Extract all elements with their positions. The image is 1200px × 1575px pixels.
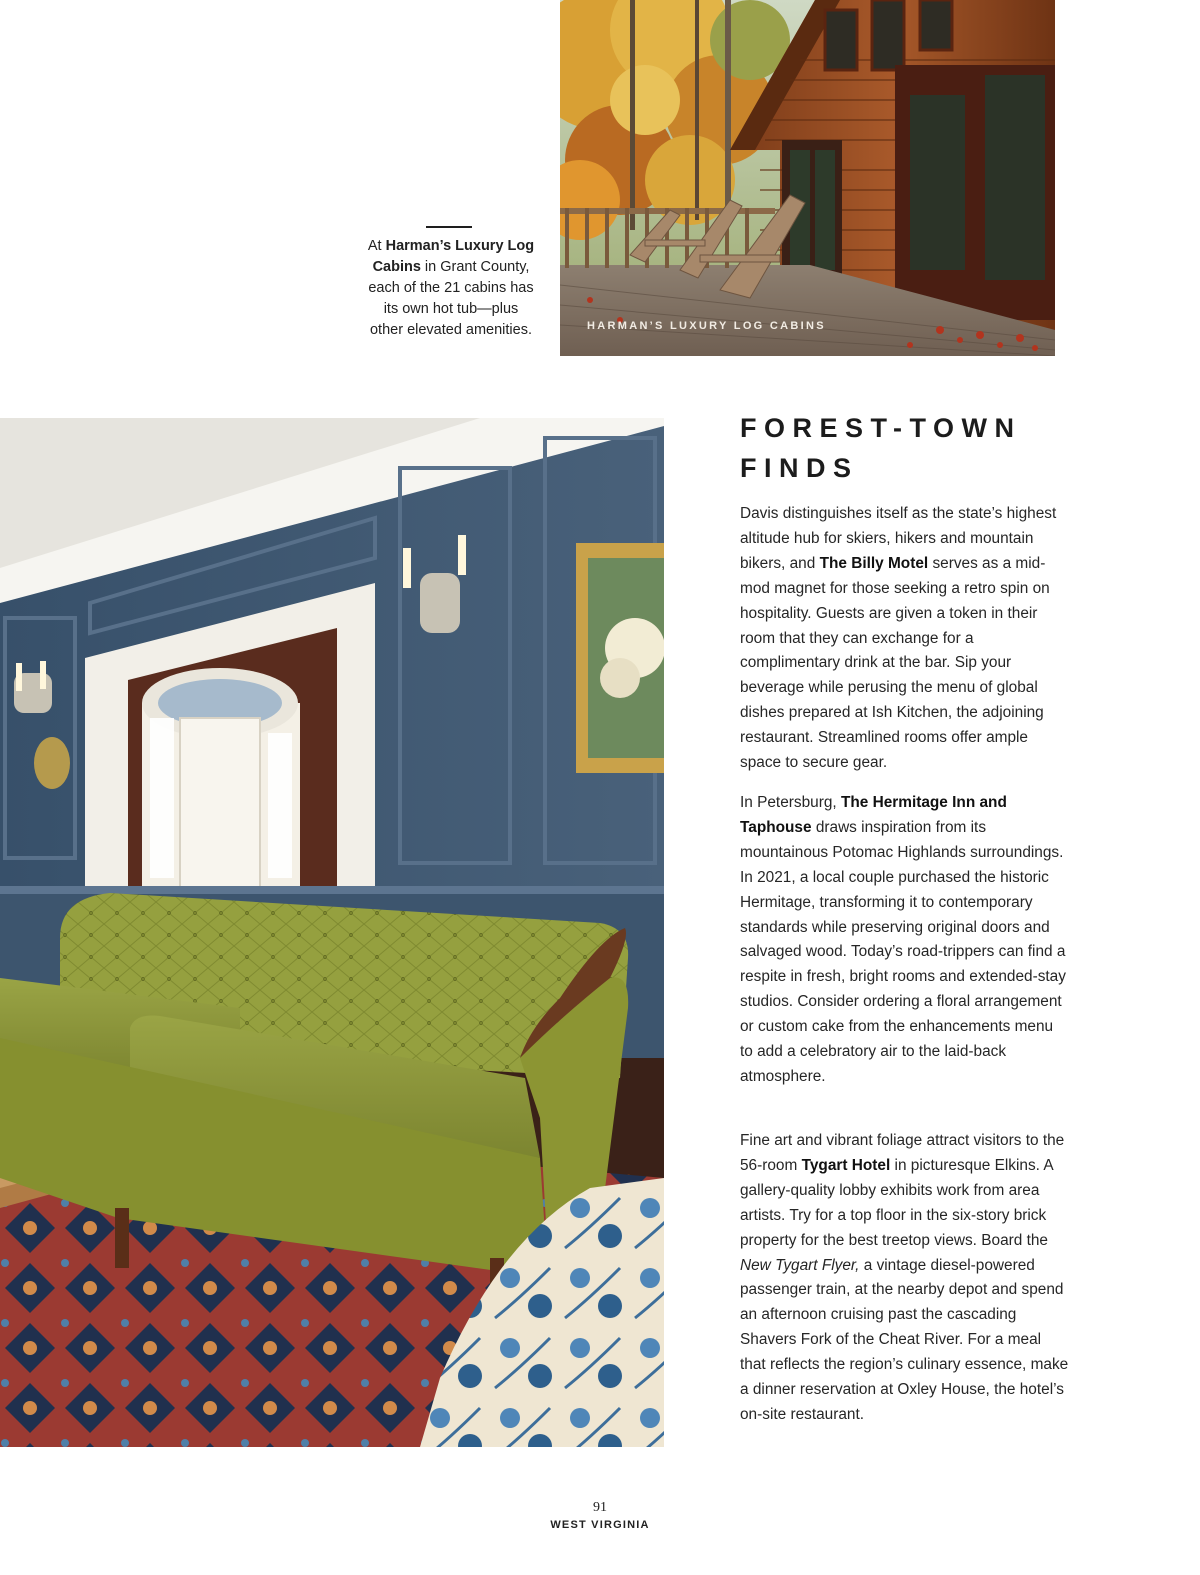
article-heading: FOREST-TOWN FINDS <box>740 413 1022 483</box>
caption-place-name: Harman’s Luxury Log Cabins <box>372 238 535 275</box>
paragraph-davis: Davis distinguishes itself as the state’s highest altitude hub for skiers, hikers and mountain bikers, and The Billy Motel serves as a mid-mod magnet for those seeking a retro spin on hospitality. Guests are given a token in their room that they can exchange for a complimentary drink at the bar. Sip your beverage while perusing the menu of global dishes prepared at Ish Kitchen, the adjoining restaurant. Streamlined rooms offer ample space to secure gear. <box>740 505 1057 772</box>
page-number: 91 <box>593 1500 607 1515</box>
caption-rest: in Grant County, each of the 21 cabins has its own hot tub—plus other elevated amenities. <box>368 259 534 338</box>
cabin-photo <box>560 0 1055 356</box>
caption-rule <box>426 226 472 228</box>
train-name: New Tygart Flyer, <box>740 1256 860 1274</box>
section-label: WEST VIRGINIA <box>550 1519 650 1531</box>
paragraph-elkins: Fine art and vibrant foliage attract visitors to the 56-room Tygart Hotel in picturesque Elkins. A gallery-quality lobby exhibits work from area artists. Try for a top floor in the six-story brick property for the best treetop views. Board the New Tygart Flyer, a vintage diesel-powered passenger train, at the nearby depot and spend an afternoon cruising past the cascading Shavers Fork of the Cheat River. For a meal that reflects the region’s culinary essence, make a dinner reservation at Oxley House, the hotel’s on-site restaurant. <box>740 1132 1069 1423</box>
parlor-photo <box>0 418 664 1447</box>
photo-caption <box>366 236 536 341</box>
paragraph-petersburg: In Petersburg, The Hermitage Inn and Taphouse draws inspiration from its mountainous Potomac Highlands surroundings. In 2021, a local couple purchased the historic Hermitage, transforming it to contemporary standards while preserving original doors and salvaged wood. Today’s road-trippers can find a respite in fresh, bright rooms and extended-stay studios. Consider ordering a floral arrangement or custom cake from the enhancements menu to add a celebratory air to the laid-back atmosphere. <box>740 794 1066 1085</box>
hermitage-inn-name: The Hermitage Inn and Taphouse <box>740 794 1007 836</box>
caption-intro: At <box>367 238 386 254</box>
photo-credit: HARMAN’S LUXURY LOG CABINS <box>587 320 826 332</box>
billy-motel-name: The Billy Motel <box>819 554 929 572</box>
tygart-hotel-name: Tygart Hotel <box>801 1156 891 1174</box>
